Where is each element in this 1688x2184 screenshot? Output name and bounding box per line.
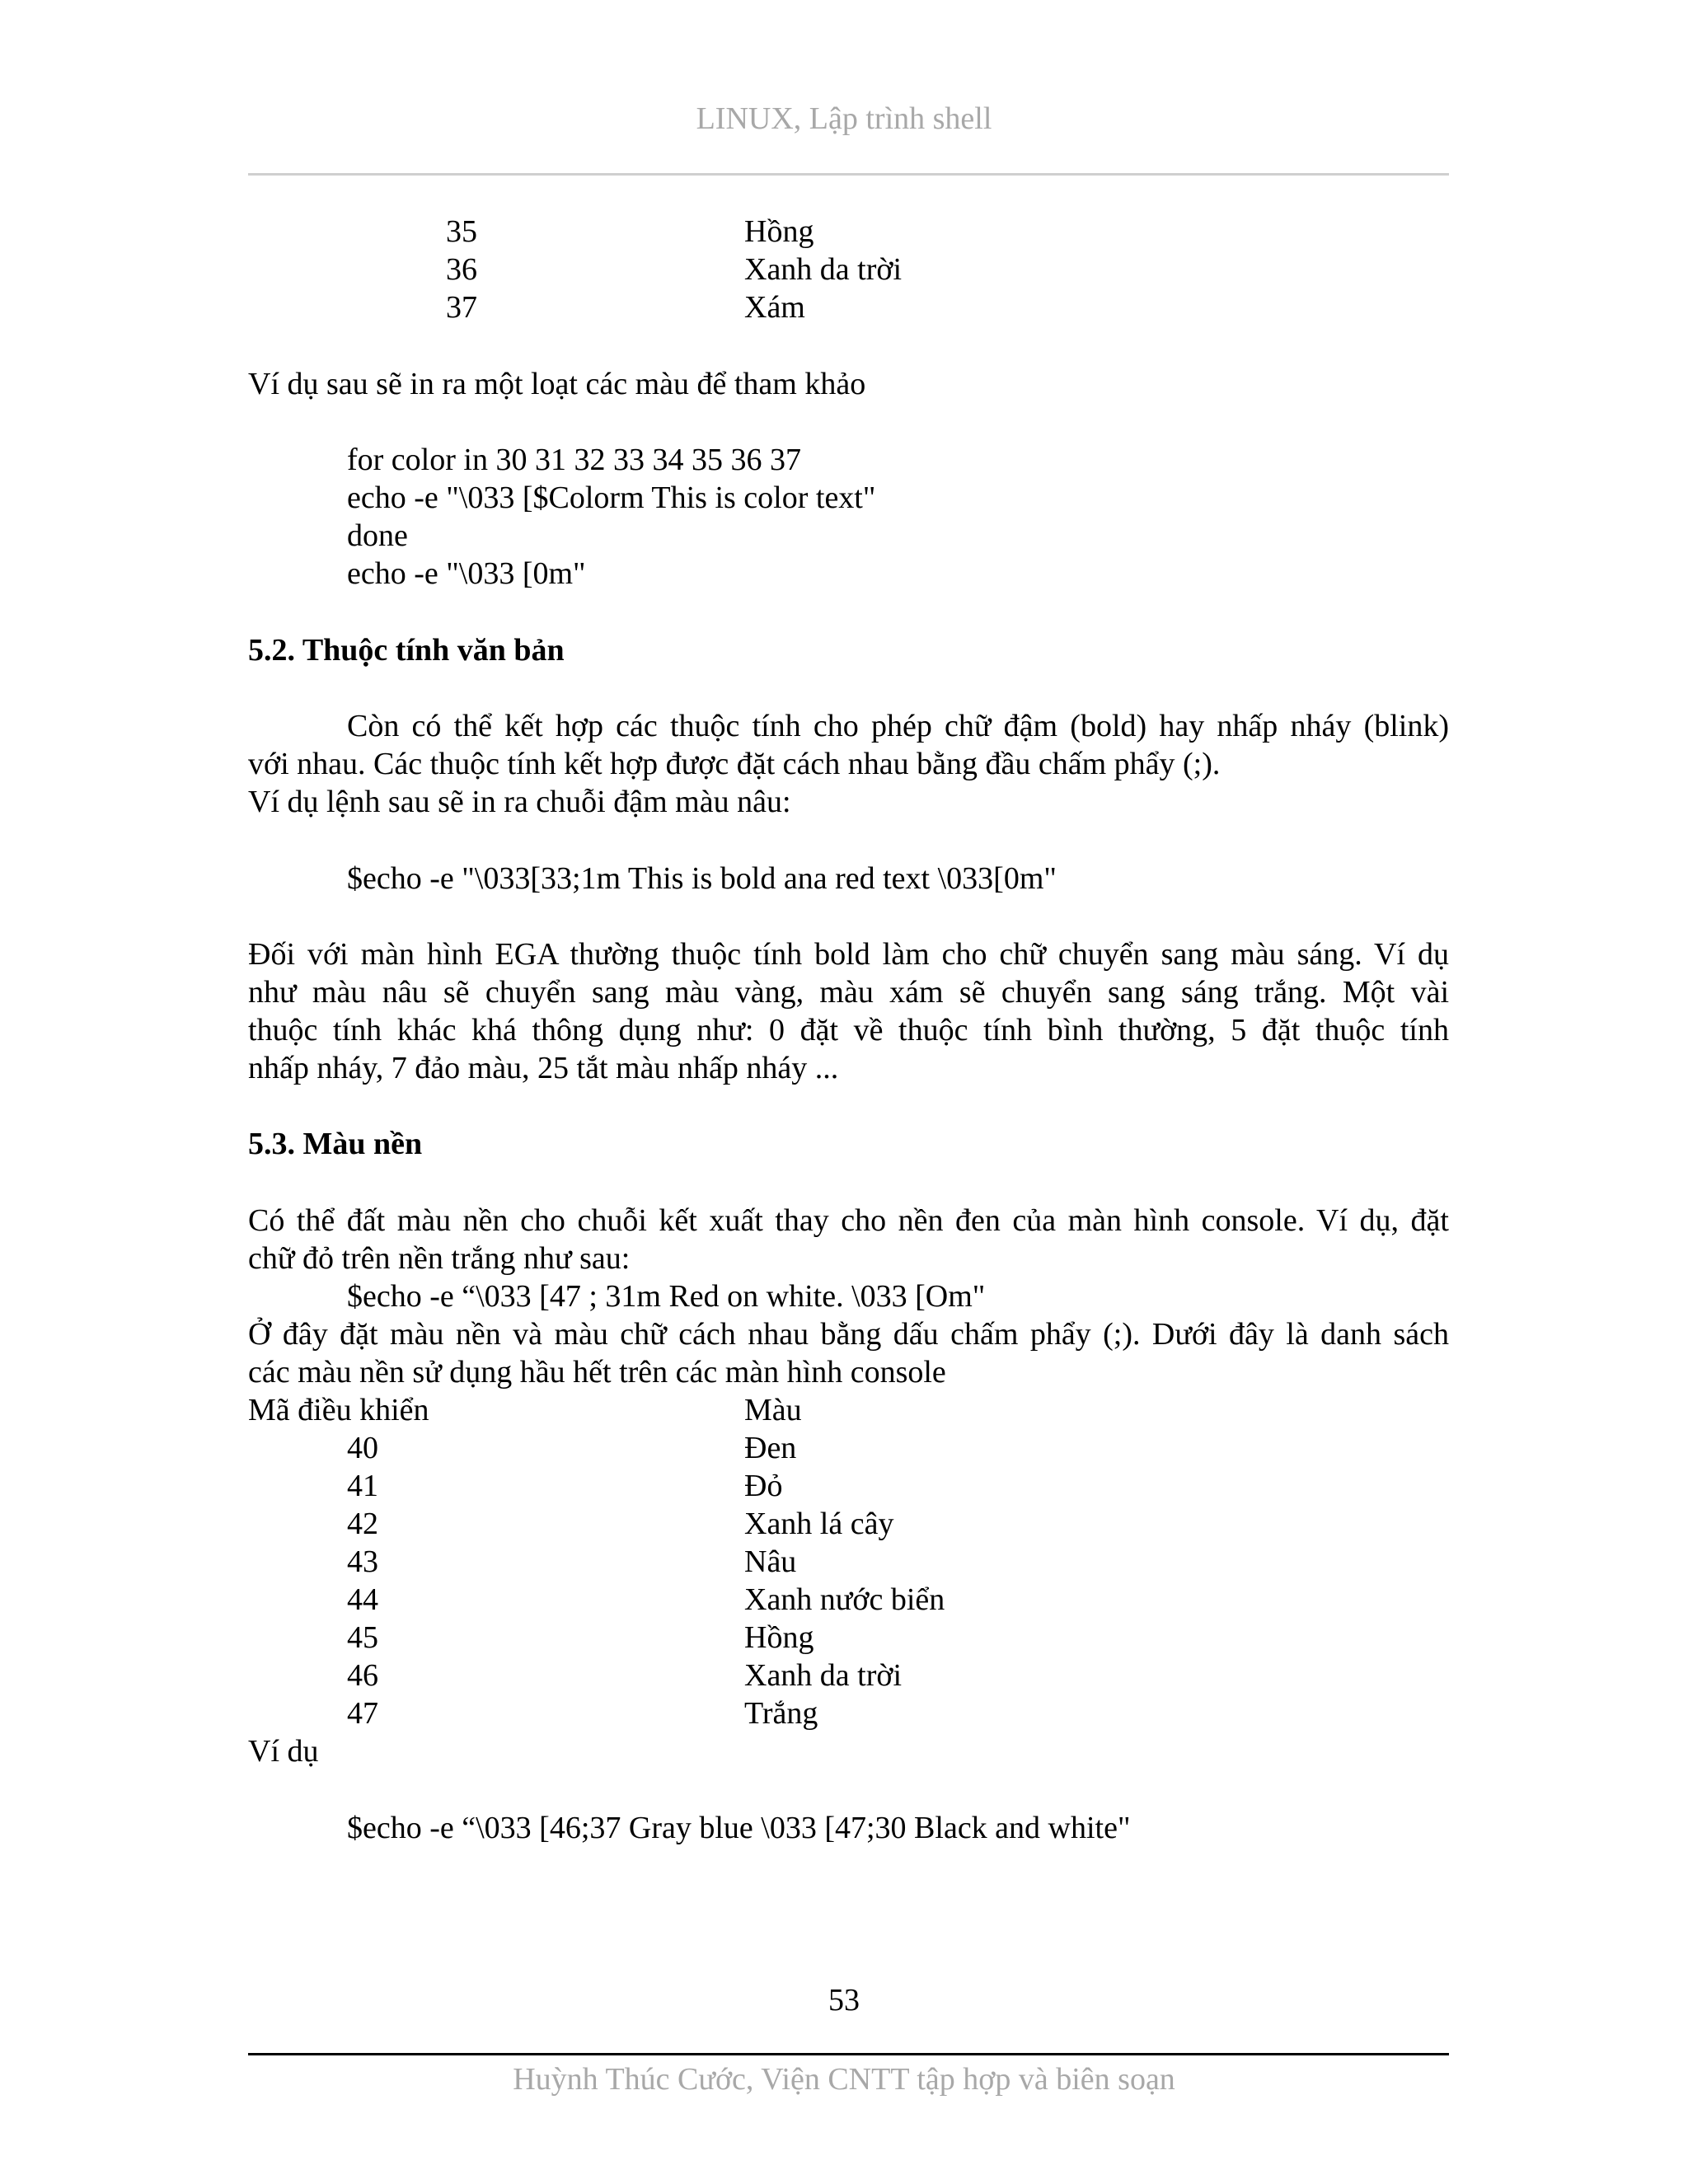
code-line: $echo -e “\033 [46;37 Gray blue \033 [47;30 Black and white" <box>347 1811 1131 1845</box>
paragraph-line: như màu nâu sẽ chuyển sang màu vàng, màu xám sẽ chuyển sang sáng trắng. Một vài <box>248 975 1449 1010</box>
code-line: echo -e "\033 [0m" <box>347 556 586 591</box>
table-color-name: Nâu <box>744 1544 797 1579</box>
table-header-color: Màu <box>744 1393 802 1427</box>
paragraph-line: với nhau. Các thuộc tính kết hợp được đặt cách nhau bằng đầu chấm phẩy (;). <box>248 747 1221 781</box>
paragraph-line: Đối với màn hình EGA thường thuộc tính bold làm cho chữ chuyển sang màu sáng. Ví dụ <box>248 937 1449 972</box>
running-footer: Huỳnh Thúc Cước, Viện CNTT tập hợp và biên soạn <box>513 2062 1175 2097</box>
code-line: done <box>347 518 408 553</box>
paragraph-line: Ở đây đặt màu nền và màu chữ cách nhau bằng dấu chấm phẩy (;). Dưới đây là danh sách <box>248 1317 1449 1352</box>
table-code: 42 <box>347 1507 378 1541</box>
table-code: 36 <box>446 252 477 287</box>
table-code: 45 <box>347 1620 378 1655</box>
section-heading: 5.2. Thuộc tính văn bản <box>248 633 565 668</box>
table-code: 40 <box>347 1431 378 1465</box>
table-color-name: Đen <box>744 1431 797 1465</box>
paragraph-line: Ví dụ lệnh sau sẽ in ra chuỗi đậm màu nâu: <box>248 785 791 819</box>
example-intro: Ví dụ sau sẽ in ra một loạt các màu để tham khảo <box>248 367 866 401</box>
table-color-name: Hồng <box>744 1620 814 1655</box>
code-line: for color in 30 31 32 33 34 35 36 37 <box>347 443 801 477</box>
table-color-name: Hồng <box>744 214 814 249</box>
section-heading: 5.3. Màu nền <box>248 1127 423 1161</box>
table-color-name: Xanh nước biển <box>744 1582 945 1617</box>
table-code: 35 <box>446 214 477 249</box>
example-label: Ví dụ <box>248 1734 319 1769</box>
table-code: 46 <box>347 1658 378 1693</box>
table-code: 44 <box>347 1582 378 1617</box>
paragraph-line: Còn có thể kết hợp các thuộc tính cho phép chữ đậm (bold) hay nhấp nháy (blink) <box>347 709 1449 743</box>
table-code: 37 <box>446 290 477 325</box>
table-color-name: Xanh lá cây <box>744 1507 894 1541</box>
paragraph-line: Có thể đất màu nền cho chuỗi kết xuất thay cho nền đen của màn hình console. Ví dụ, đặt <box>248 1203 1449 1238</box>
running-header: LINUX, Lập trình shell <box>696 101 992 136</box>
paragraph-line: chữ đỏ trên nền trắng như sau: <box>248 1241 631 1276</box>
paragraph-line: thuộc tính khác khá thông dụng như: 0 đặt về thuộc tính bình thường, 5 đặt thuộc tính <box>248 1013 1449 1047</box>
table-color-name: Đỏ <box>744 1469 783 1503</box>
table-color-name: Xanh da trời <box>744 1658 903 1693</box>
table-color-name: Trắng <box>744 1696 818 1731</box>
code-line: $echo -e "\033[33;1m This is bold ana red text \033[0m" <box>347 861 1057 896</box>
paragraph-line: các màu nền sử dụng hầu hết trên các màn hình console <box>248 1355 946 1390</box>
table-code: 47 <box>347 1696 378 1731</box>
table-color-name: Xanh da trời <box>744 252 903 287</box>
table-code: 41 <box>347 1469 378 1503</box>
code-line: $echo -e “\033 [47 ; 31m Red on white. \033 [Om" <box>347 1279 986 1314</box>
page-number: 53 <box>828 1983 860 2018</box>
table-code: 43 <box>347 1544 378 1579</box>
table-color-name: Xám <box>744 290 805 325</box>
paragraph-line: nhấp nháy, 7 đảo màu, 25 tắt màu nhấp nháy ... <box>248 1051 839 1085</box>
table-header-code: Mã điều khiển <box>248 1393 429 1427</box>
code-line: echo -e "\033 [$Colorm This is color text" <box>347 480 876 515</box>
header-rule <box>248 173 1449 176</box>
footer-rule <box>248 2053 1449 2055</box>
